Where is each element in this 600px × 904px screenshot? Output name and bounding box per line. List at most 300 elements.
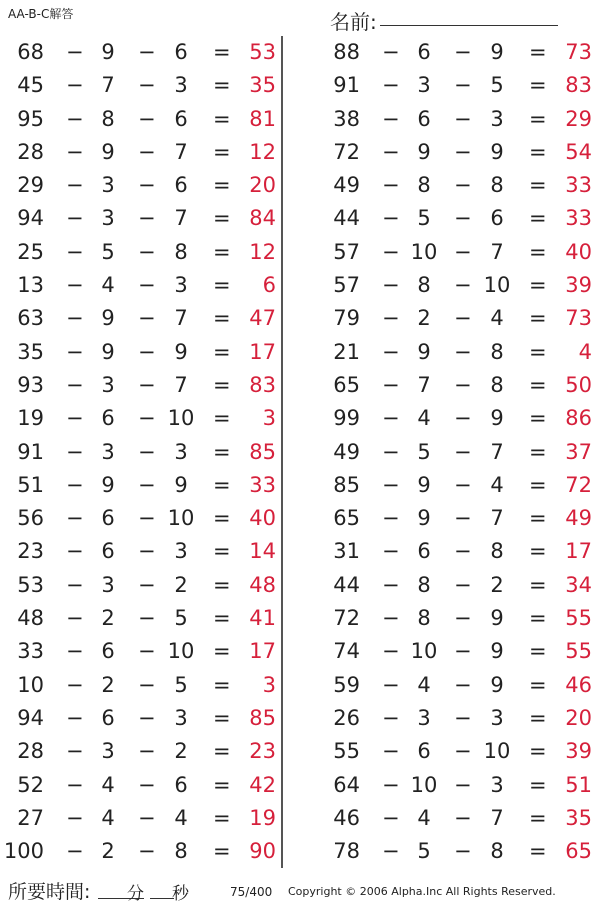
subtrahend-1: 6	[101, 506, 115, 531]
answer: 48	[249, 572, 276, 597]
subtrahend-2: 7	[174, 206, 188, 231]
minus-sign: −	[138, 705, 156, 730]
equals-sign: =	[529, 772, 547, 797]
equals-sign: =	[529, 539, 547, 564]
problem-row	[316, 669, 596, 702]
equals-sign: =	[529, 672, 547, 697]
minuend: 44	[333, 572, 360, 597]
minuend: 85	[333, 472, 360, 497]
equals-sign: =	[213, 639, 231, 664]
minuend: 23	[17, 539, 44, 564]
minuend: 56	[17, 506, 44, 531]
minuend: 28	[17, 139, 44, 164]
subtrahend-2: 10	[483, 273, 511, 298]
subtrahend-2: 8	[490, 539, 504, 564]
problem-row	[316, 136, 596, 169]
minus-sign: −	[454, 839, 472, 864]
equals-sign: =	[213, 506, 231, 531]
answer: 20	[565, 705, 592, 730]
problem-row	[0, 69, 280, 102]
answer: 51	[565, 772, 592, 797]
answer: 3	[262, 672, 276, 697]
minus-sign: −	[454, 705, 472, 730]
subtrahend-1: 9	[417, 339, 431, 364]
subtrahend-2: 6	[174, 173, 188, 198]
equals-sign: =	[529, 106, 547, 131]
answer: 39	[565, 739, 592, 764]
subtrahend-1: 2	[101, 606, 115, 631]
worksheet-title: AA-B-C解答	[8, 7, 74, 21]
minuend: 25	[17, 239, 44, 264]
subtrahend-1: 8	[417, 173, 431, 198]
minuend: 63	[17, 306, 44, 331]
subtrahend-2: 6	[490, 206, 504, 231]
subtrahend-2: 9	[490, 40, 504, 64]
subtrahend-2: 7	[174, 139, 188, 164]
problem-row	[316, 269, 596, 302]
minus-sign: −	[138, 839, 156, 864]
minus-sign: −	[138, 106, 156, 131]
name-underline	[380, 25, 558, 26]
subtrahend-1: 9	[101, 306, 115, 331]
equals-sign: =	[529, 73, 547, 98]
subtrahend-2: 10	[167, 406, 195, 431]
minus-sign: −	[382, 606, 400, 631]
problem-row	[316, 436, 596, 469]
equals-sign: =	[529, 606, 547, 631]
minus-sign: −	[66, 173, 84, 198]
equals-sign: =	[213, 339, 231, 364]
problem-row	[0, 436, 280, 469]
subtrahend-2: 10	[167, 506, 195, 531]
subtrahend-1: 9	[101, 40, 115, 64]
minus-sign: −	[138, 439, 156, 464]
minuend: 44	[333, 206, 360, 231]
subtrahend-2: 5	[174, 672, 188, 697]
minuend: 48	[17, 606, 44, 631]
problem-row	[0, 702, 280, 735]
equals-sign: =	[213, 306, 231, 331]
equals-sign: =	[529, 306, 547, 331]
minus-sign: −	[66, 772, 84, 797]
minus-sign: −	[138, 772, 156, 797]
right-problem-column	[316, 36, 596, 868]
subtrahend-2: 7	[490, 506, 504, 531]
problem-row	[316, 369, 596, 402]
subtrahend-2: 3	[174, 273, 188, 298]
subtrahend-2: 9	[490, 406, 504, 431]
problem-row	[316, 169, 596, 202]
answer: 17	[249, 339, 276, 364]
minuend: 10	[17, 672, 44, 697]
equals-sign: =	[213, 406, 231, 431]
subtrahend-1: 6	[417, 739, 431, 764]
minus-sign: −	[66, 705, 84, 730]
left-problem-column	[0, 36, 280, 868]
subtrahend-2: 3	[490, 705, 504, 730]
problem-row	[0, 236, 280, 269]
answer: 6	[262, 273, 276, 298]
equals-sign: =	[213, 672, 231, 697]
equals-sign: =	[529, 805, 547, 830]
subtrahend-2: 9	[490, 639, 504, 664]
subtrahend-1: 4	[417, 805, 431, 830]
subtrahend-2: 6	[174, 106, 188, 131]
answer: 40	[565, 239, 592, 264]
minuend: 13	[17, 273, 44, 298]
problem-row	[316, 69, 596, 102]
minus-sign: −	[454, 239, 472, 264]
subtrahend-1: 5	[417, 206, 431, 231]
equals-sign: =	[529, 239, 547, 264]
subtrahend-1: 2	[417, 306, 431, 331]
answer: 33	[565, 173, 592, 198]
minus-sign: −	[138, 306, 156, 331]
minus-sign: −	[454, 173, 472, 198]
problem-row	[316, 402, 596, 435]
minus-sign: −	[382, 705, 400, 730]
minus-sign: −	[382, 506, 400, 531]
answer: 83	[565, 73, 592, 98]
problem-row	[0, 202, 280, 235]
problem-row	[0, 735, 280, 768]
subtrahend-1: 8	[101, 106, 115, 131]
problem-row	[316, 702, 596, 735]
subtrahend-2: 8	[490, 173, 504, 198]
subtrahend-1: 5	[417, 439, 431, 464]
minus-sign: −	[138, 639, 156, 664]
equals-sign: =	[529, 472, 547, 497]
subtrahend-2: 7	[490, 239, 504, 264]
minus-sign: −	[66, 239, 84, 264]
seconds-underline	[150, 898, 174, 899]
problem-row	[0, 802, 280, 835]
answer: 85	[249, 705, 276, 730]
minus-sign: −	[382, 139, 400, 164]
minus-sign: −	[66, 306, 84, 331]
subtrahend-2: 9	[174, 339, 188, 364]
equals-sign: =	[213, 173, 231, 198]
answer: 29	[565, 106, 592, 131]
minus-sign: −	[138, 206, 156, 231]
minuend: 57	[333, 273, 360, 298]
answer: 17	[565, 539, 592, 564]
equals-sign: =	[213, 206, 231, 231]
subtrahend-1: 3	[101, 372, 115, 397]
subtrahend-2: 4	[490, 472, 504, 497]
minus-sign: −	[138, 672, 156, 697]
subtrahend-1: 3	[417, 73, 431, 98]
minutes-label: 分	[127, 884, 144, 904]
minuend: 21	[333, 339, 360, 364]
minuend: 35	[17, 339, 44, 364]
problem-row	[316, 236, 596, 269]
equals-sign: =	[213, 539, 231, 564]
minus-sign: −	[454, 772, 472, 797]
answer: 33	[565, 206, 592, 231]
problem-row	[316, 302, 596, 335]
minuend: 91	[17, 439, 44, 464]
problem-row	[0, 769, 280, 802]
minus-sign: −	[382, 439, 400, 464]
equals-sign: =	[213, 572, 231, 597]
subtrahend-1: 2	[101, 672, 115, 697]
answer: 37	[565, 439, 592, 464]
minuend: 99	[333, 406, 360, 431]
subtrahend-2: 7	[174, 306, 188, 331]
minus-sign: −	[66, 839, 84, 864]
subtrahend-1: 6	[101, 406, 115, 431]
minuend: 31	[333, 539, 360, 564]
answer: 54	[565, 139, 592, 164]
subtrahend-1: 5	[101, 239, 115, 264]
answer: 35	[565, 805, 592, 830]
column-divider	[281, 36, 283, 868]
minus-sign: −	[382, 739, 400, 764]
equals-sign: =	[529, 139, 547, 164]
subtrahend-1: 3	[101, 572, 115, 597]
subtrahend-1: 6	[101, 705, 115, 730]
answer: 46	[565, 672, 592, 697]
minus-sign: −	[454, 206, 472, 231]
minuend: 33	[17, 639, 44, 664]
minuend: 45	[17, 73, 44, 98]
minus-sign: −	[66, 406, 84, 431]
minuend: 57	[333, 239, 360, 264]
problem-row	[0, 103, 280, 136]
minus-sign: −	[66, 40, 84, 64]
answer: 72	[565, 472, 592, 497]
minus-sign: −	[382, 372, 400, 397]
minus-sign: −	[382, 40, 400, 64]
subtrahend-1: 6	[417, 106, 431, 131]
problem-row	[0, 502, 280, 535]
equals-sign: =	[213, 772, 231, 797]
minus-sign: −	[138, 406, 156, 431]
answer: 83	[249, 372, 276, 397]
minus-sign: −	[454, 40, 472, 64]
problem-row	[0, 469, 280, 502]
minus-sign: −	[382, 206, 400, 231]
minus-sign: −	[454, 406, 472, 431]
subtrahend-2: 3	[174, 73, 188, 98]
subtrahend-2: 2	[490, 572, 504, 597]
subtrahend-2: 7	[174, 372, 188, 397]
equals-sign: =	[529, 206, 547, 231]
time-label: 所要時間:	[8, 881, 91, 903]
minus-sign: −	[66, 73, 84, 98]
minus-sign: −	[382, 173, 400, 198]
answer: 42	[249, 772, 276, 797]
subtrahend-1: 4	[101, 273, 115, 298]
equals-sign: =	[529, 572, 547, 597]
subtrahend-1: 3	[101, 206, 115, 231]
equals-sign: =	[529, 739, 547, 764]
equals-sign: =	[529, 506, 547, 531]
equals-sign: =	[529, 439, 547, 464]
problem-row	[316, 103, 596, 136]
equals-sign: =	[213, 106, 231, 131]
equals-sign: =	[213, 439, 231, 464]
subtrahend-2: 4	[490, 306, 504, 331]
problem-row	[316, 469, 596, 502]
answer: 90	[249, 839, 276, 864]
problem-row	[316, 336, 596, 369]
problem-row	[316, 802, 596, 835]
subtrahend-2: 9	[490, 139, 504, 164]
answer: 20	[249, 173, 276, 198]
equals-sign: =	[213, 273, 231, 298]
minus-sign: −	[66, 506, 84, 531]
minus-sign: −	[382, 772, 400, 797]
minus-sign: −	[138, 40, 156, 64]
answer: 41	[249, 606, 276, 631]
answer: 14	[249, 539, 276, 564]
minuend: 65	[333, 506, 360, 531]
subtrahend-1: 6	[101, 539, 115, 564]
minuend: 65	[333, 372, 360, 397]
minus-sign: −	[454, 339, 472, 364]
answer: 17	[249, 639, 276, 664]
answer: 4	[578, 339, 592, 364]
subtrahend-1: 10	[410, 639, 438, 664]
minuend: 46	[333, 805, 360, 830]
minus-sign: −	[138, 339, 156, 364]
minuend: 29	[17, 173, 44, 198]
minuend: 95	[17, 106, 44, 131]
subtrahend-2: 9	[174, 472, 188, 497]
answer: 47	[249, 306, 276, 331]
minus-sign: −	[66, 672, 84, 697]
subtrahend-1: 9	[417, 472, 431, 497]
page-number: 75/400	[230, 885, 273, 899]
minus-sign: −	[454, 439, 472, 464]
subtrahend-1: 3	[101, 439, 115, 464]
problem-row	[0, 569, 280, 602]
minus-sign: −	[382, 639, 400, 664]
subtrahend-1: 3	[101, 739, 115, 764]
problem-row	[0, 535, 280, 568]
subtrahend-1: 4	[417, 406, 431, 431]
problem-row	[0, 302, 280, 335]
problem-row	[0, 136, 280, 169]
minus-sign: −	[382, 273, 400, 298]
subtrahend-1: 9	[101, 139, 115, 164]
answer: 81	[249, 106, 276, 131]
subtrahend-1: 9	[101, 472, 115, 497]
answer: 55	[565, 639, 592, 664]
answer: 23	[249, 739, 276, 764]
minus-sign: −	[138, 239, 156, 264]
minus-sign: −	[382, 672, 400, 697]
problem-row	[316, 202, 596, 235]
minuend: 49	[333, 173, 360, 198]
copyright-notice: Copyright © 2006 Alpha.Inc All Rights Reserved.	[288, 885, 556, 898]
minus-sign: −	[382, 805, 400, 830]
equals-sign: =	[213, 839, 231, 864]
answer: 34	[565, 572, 592, 597]
problem-row	[316, 36, 596, 69]
equals-sign: =	[213, 606, 231, 631]
minus-sign: −	[66, 805, 84, 830]
minus-sign: −	[66, 106, 84, 131]
subtrahend-1: 9	[417, 506, 431, 531]
subtrahend-1: 3	[101, 173, 115, 198]
minuend: 38	[333, 106, 360, 131]
minuend: 88	[333, 40, 360, 64]
answer: 3	[262, 406, 276, 431]
equals-sign: =	[213, 805, 231, 830]
subtrahend-2: 2	[174, 572, 188, 597]
minus-sign: −	[382, 73, 400, 98]
minus-sign: −	[138, 739, 156, 764]
subtrahend-2: 10	[483, 739, 511, 764]
minus-sign: −	[138, 506, 156, 531]
minus-sign: −	[382, 539, 400, 564]
minus-sign: −	[454, 739, 472, 764]
minuend: 27	[17, 805, 44, 830]
problem-row	[0, 602, 280, 635]
minus-sign: −	[454, 273, 472, 298]
subtrahend-2: 8	[490, 839, 504, 864]
minus-sign: −	[454, 139, 472, 164]
minus-sign: −	[66, 572, 84, 597]
subtrahend-2: 8	[174, 839, 188, 864]
minus-sign: −	[66, 639, 84, 664]
answer: 33	[249, 472, 276, 497]
minus-sign: −	[66, 372, 84, 397]
minus-sign: −	[454, 606, 472, 631]
minus-sign: −	[382, 306, 400, 331]
minuend: 74	[333, 639, 360, 664]
minuend: 91	[333, 73, 360, 98]
answer: 40	[249, 506, 276, 531]
equals-sign: =	[213, 372, 231, 397]
subtrahend-1: 5	[417, 839, 431, 864]
minuend: 94	[17, 206, 44, 231]
minus-sign: −	[66, 739, 84, 764]
subtrahend-1: 4	[101, 805, 115, 830]
problem-row	[0, 635, 280, 668]
problem-row	[316, 535, 596, 568]
minus-sign: −	[138, 805, 156, 830]
problem-row	[316, 569, 596, 602]
subtrahend-1: 4	[417, 672, 431, 697]
subtrahend-2: 5	[174, 606, 188, 631]
subtrahend-1: 6	[417, 539, 431, 564]
equals-sign: =	[529, 705, 547, 730]
minus-sign: −	[382, 406, 400, 431]
minuend: 100	[3, 839, 44, 864]
equals-sign: =	[529, 339, 547, 364]
subtrahend-2: 3	[174, 539, 188, 564]
subtrahend-2: 8	[174, 239, 188, 264]
minus-sign: −	[454, 672, 472, 697]
problem-row	[0, 369, 280, 402]
answer: 35	[249, 73, 276, 98]
equals-sign: =	[213, 239, 231, 264]
problem-row	[316, 635, 596, 668]
problem-row	[316, 502, 596, 535]
minus-sign: −	[66, 139, 84, 164]
problem-row	[316, 769, 596, 802]
minus-sign: −	[66, 439, 84, 464]
minus-sign: −	[454, 506, 472, 531]
problem-row	[316, 735, 596, 768]
equals-sign: =	[529, 173, 547, 198]
minuend: 72	[333, 606, 360, 631]
minuend: 53	[17, 572, 44, 597]
